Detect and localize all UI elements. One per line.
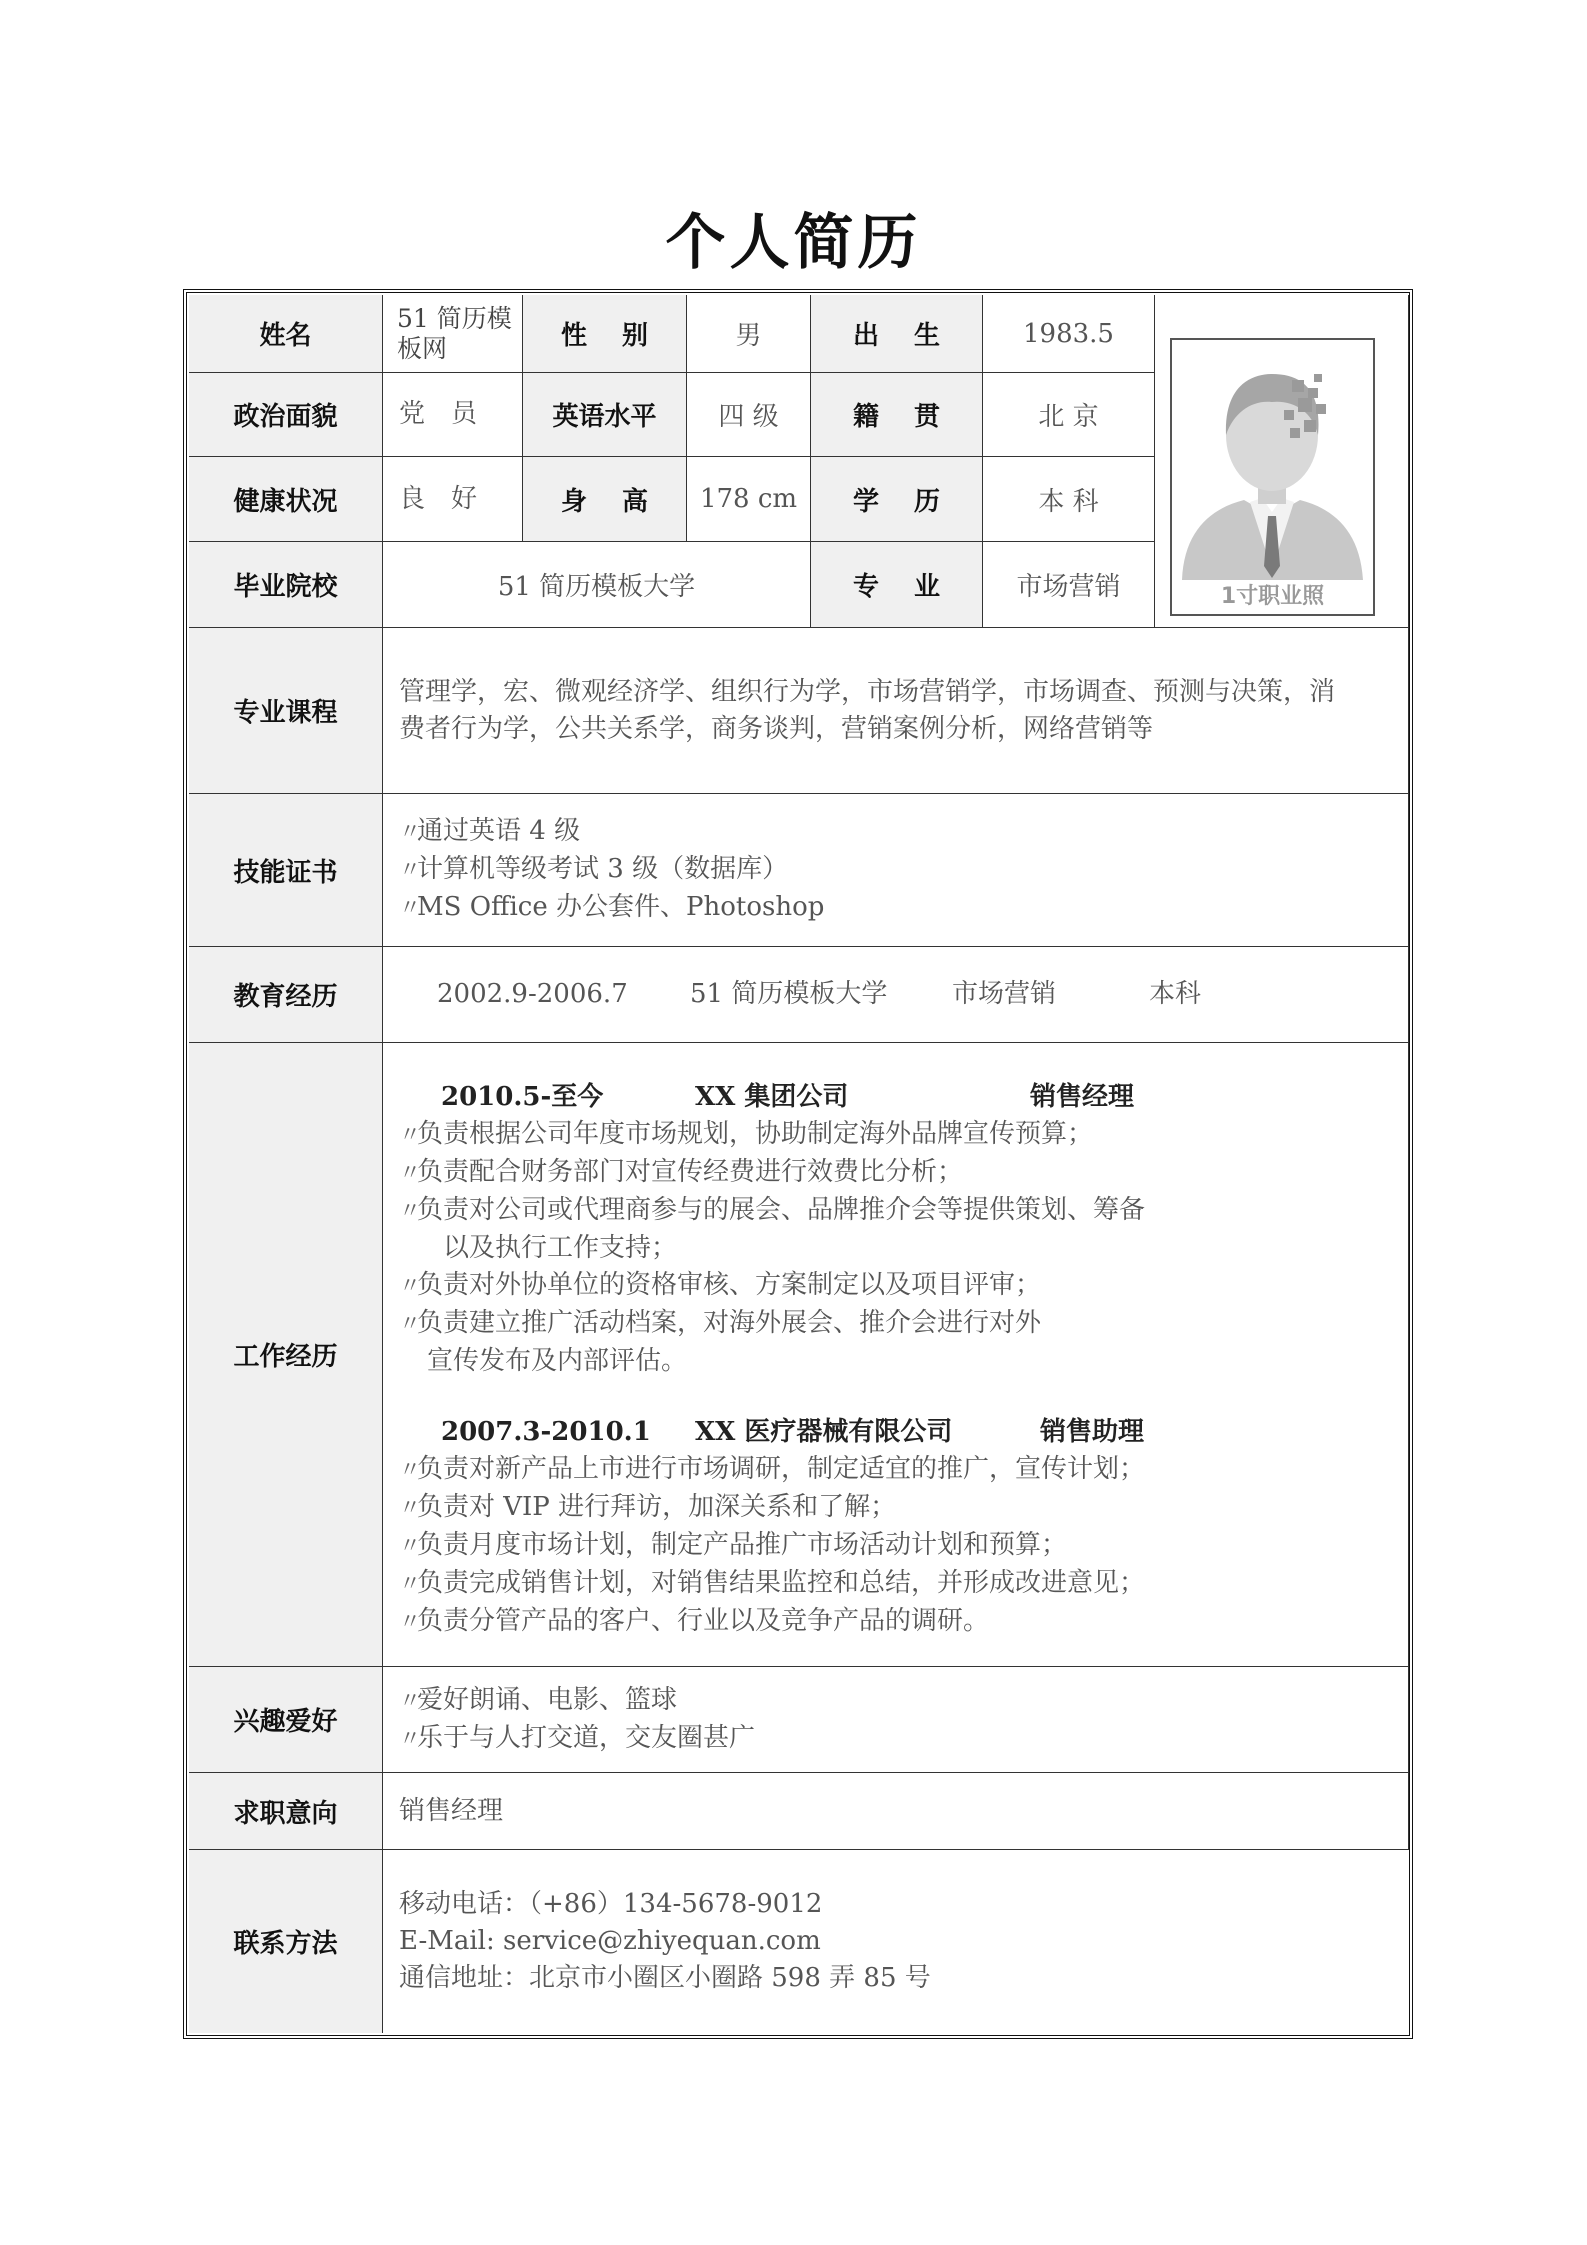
bullet-icon: 〃 [399,1123,422,1148]
job-duty: 〃负责分管产品的客户、行业以及竞争产品的调研。 [399,1603,1145,1641]
job-duty: 〃负责建立推广活动档案，对海外展会、推介会进行对外 [399,1305,1145,1343]
job-duty-cont: 以及执行工作支持； [443,1233,678,1263]
degree-label: 学 历 [811,457,983,542]
profile-photo [1170,338,1375,616]
origin-value: 北 京 [983,373,1155,457]
bullet-icon: 〃 [399,1458,422,1483]
political-value: 党 员 [383,373,523,457]
skills-label: 技能证书 [189,794,383,947]
courses-line-2: 费者行为学，公共关系学，商务谈判，营销案例分析，网络营销等 [399,713,1154,744]
courses-label: 专业课程 [189,628,383,794]
objective-label: 求职意向 [189,1773,383,1850]
bullet-icon: 〃 [399,1161,422,1186]
skills-content [383,794,1409,947]
job-duty: 〃负责对新产品上市进行市场调研，制定适宜的推广，宣传计划； [399,1451,1145,1489]
origin-label: 籍 贯 [811,373,983,457]
objective-value: 销售经理 [383,1773,1409,1850]
bullet-icon: 〃 [399,1534,422,1559]
english-value: 四 级 [687,373,811,457]
bullet-icon: 〃 [399,820,422,845]
gender-value: 男 [687,295,811,373]
bullet-icon: 〃 [399,1274,422,1299]
education-major: 市场营销 [952,979,1057,1009]
skill-item: 〃MS Office 办公套件、Photoshop [399,889,824,927]
english-label: 英语水平 [523,373,687,457]
political-label: 政治面貌 [189,373,383,457]
birth-value: 1983.5 [983,295,1155,373]
education-degree: 本科 [1149,979,1202,1009]
job-title: 销售经理 [1030,1082,1135,1112]
contact-address: 通信地址：北京市小圈区小圈路 598 弄 85 号 [399,1963,931,1993]
contact-label: 联系方法 [189,1850,383,2033]
gender-label: 性 别 [523,295,687,373]
job-header-2 [399,1414,1145,1451]
job-header-1 [399,1079,1145,1116]
education-content [383,947,1409,1043]
bullet-icon: 〃 [399,1496,422,1521]
education-period: 2002.9-2006.7 [437,979,628,1009]
name-value-text: 51 简历模板网 [397,303,512,363]
job-duty: 〃负责对外协单位的资格审核、方案制定以及项目评审； [399,1267,1145,1305]
hobbies-content [383,1667,1409,1773]
health-value: 良 好 [383,457,523,542]
hobby-item: 〃爱好朗诵、电影、篮球 [399,1682,755,1720]
photo-caption: 1寸职业照 [1220,584,1325,609]
job-duty: 〃负责月度市场计划，制定产品推广市场活动计划和预算； [399,1527,1145,1565]
work-content [383,1043,1409,1667]
height-value: 178 cm [687,457,811,542]
hobby-item: 〃乐于与人打交道，交友圈甚广 [399,1720,755,1758]
bullet-icon: 〃 [399,1312,422,1337]
courses-content [383,628,1409,794]
courses-line-1: 管理学，宏、微观经济学、组织行为学，市场营销学，市场调查、预测与决策，消 [399,676,1336,707]
job-company: XX 集团公司 [695,1082,849,1112]
bullet-icon: 〃 [399,858,422,883]
bullet-icon: 〃 [399,1688,422,1714]
bullet-icon: 〃 [399,1610,422,1635]
name-value [383,295,523,373]
health-label: 健康状况 [189,457,383,542]
school-label: 毕业院校 [189,542,383,628]
major-label: 专 业 [811,542,983,628]
job-duty: 〃负责对 VIP 进行拜访，加深关系和了解； [399,1489,1145,1527]
birth-label: 出 生 [811,295,983,373]
hobbies-label: 兴趣爱好 [189,1667,383,1773]
bullet-icon: 〃 [399,1199,422,1224]
job-duty: 〃负责对公司或代理商参与的展会、品牌推介会等提供策划、筹备 [399,1192,1145,1230]
skill-item: 〃计算机等级考试 3 级（数据库） [399,851,824,889]
work-label: 工作经历 [189,1043,383,1667]
name-label: 姓名 [189,295,383,373]
contact-content [383,1850,1409,2033]
bullet-icon: 〃 [399,896,422,921]
person-silhouette-icon [1172,340,1373,614]
contact-phone: 移动电话：（+86）134-5678-9012 [399,1889,823,1919]
education-school: 51 简历模板大学 [690,979,888,1009]
education-label: 教育经历 [189,947,383,1043]
job-duty: 〃负责根据公司年度市场规划，协助制定海外品牌宣传预算； [399,1116,1145,1154]
bullet-icon: 〃 [399,1726,422,1752]
degree-value: 本 科 [983,457,1155,542]
job-company: XX 医疗器械有限公司 [695,1417,953,1447]
job-period: 2010.5-至今 [441,1082,604,1112]
contact-email: E-Mail: service@zhiyequan.com [399,1926,821,1956]
bullet-icon: 〃 [399,1572,422,1597]
major-value: 市场营销 [983,542,1155,628]
school-value: 51 简历模板大学 [383,542,811,628]
job-duty: 〃负责配合财务部门对宣传经费进行效费比分析； [399,1154,1145,1192]
skill-item: 〃通过英语 4 级 [399,813,824,851]
height-label: 身 高 [523,457,687,542]
job-title: 销售助理 [1040,1417,1145,1447]
job-duty: 〃负责完成销售计划，对销售结果监控和总结，并形成改进意见； [399,1565,1145,1603]
job-duty-cont: 宣传发布及内部评估。 [427,1346,688,1376]
job-period: 2007.3-2010.1 [441,1417,651,1447]
page-title: 个人简历 [665,208,922,278]
